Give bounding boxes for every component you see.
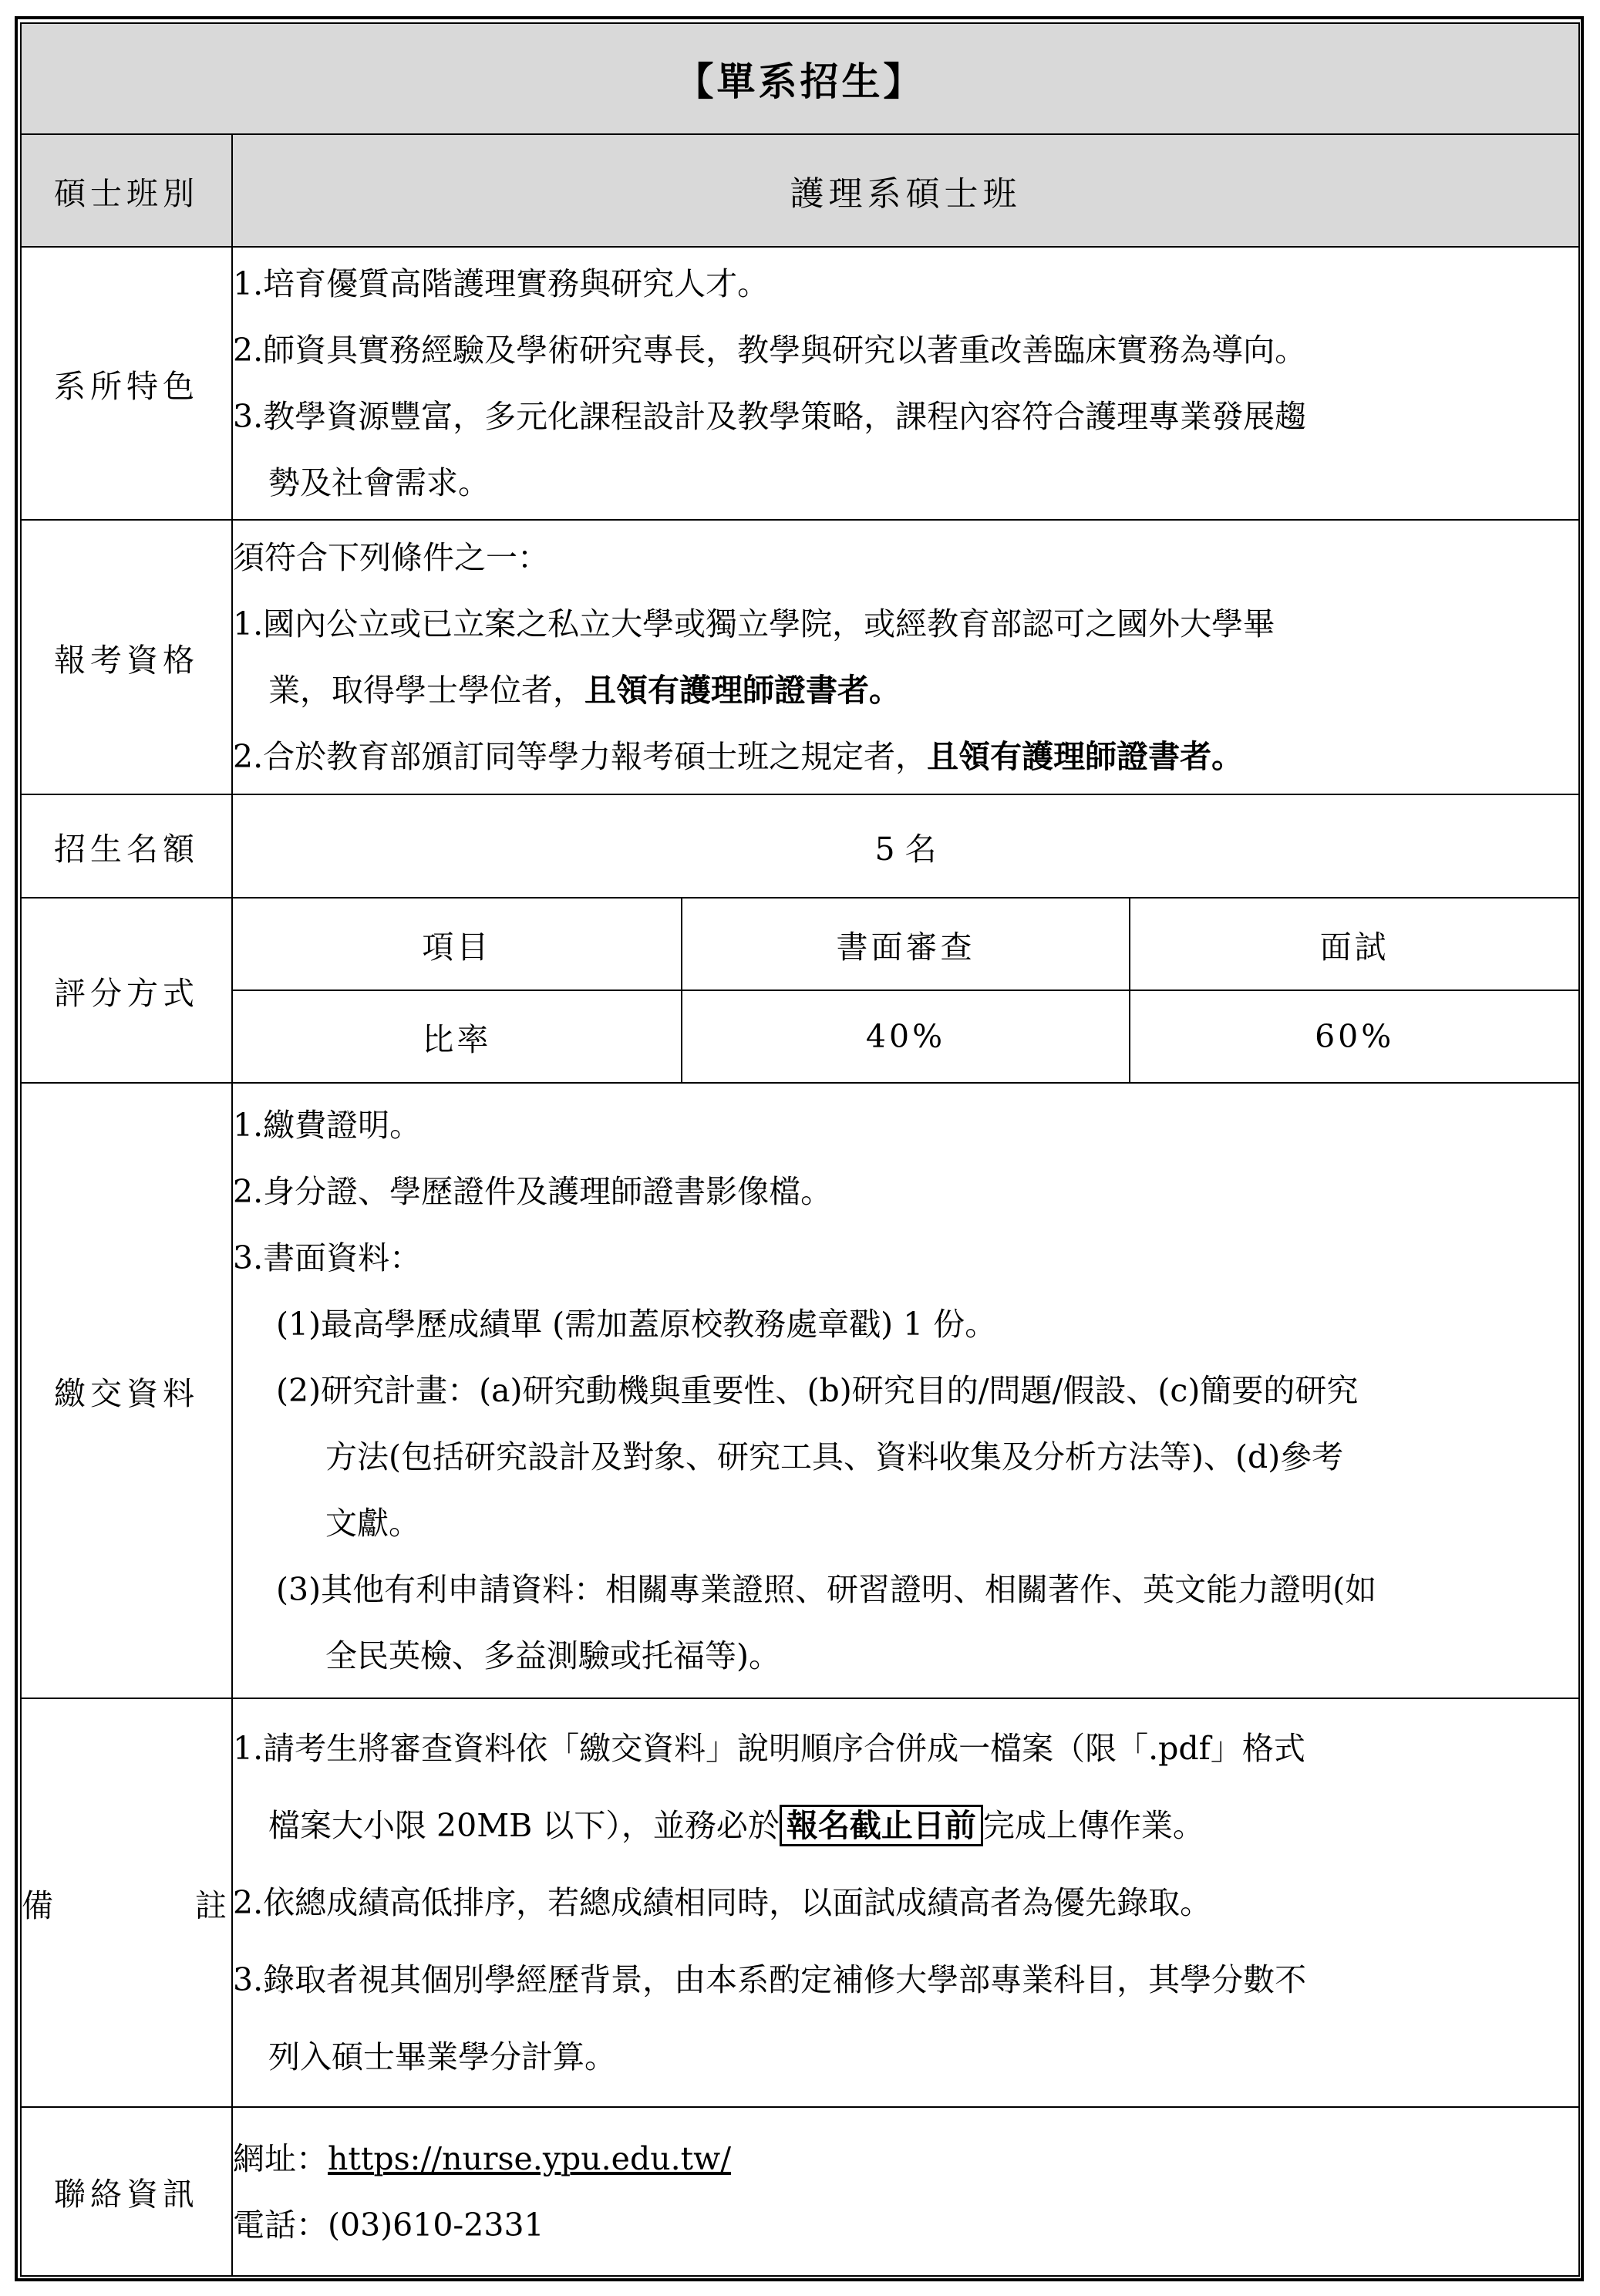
scoring-cell [232,898,1579,1083]
scoring-header: 面試 [1130,899,1578,990]
remarks-text: 檔案大小限 20MB 以下），並務必於 [268,1807,780,1844]
eligibility-content [232,520,1579,794]
documents-line: 2.身分證、學歷證件及護理師證書影像檔。 [233,1173,833,1210]
eligibility-label: 報考資格 [21,520,232,794]
features-content [232,247,1579,520]
documents-line: (3)其他有利申請資料：相關專業證照、研習證明、相關著作、英文能力證明(如 [276,1571,1377,1608]
features-line: 3.教學資源豐富，多元化課程設計及教學策略，課程內容符合護理專業發展趨 [233,398,1307,435]
program-name: 護理系碩士班 [232,134,1579,247]
contact-content [232,2107,1579,2276]
documents-content [232,1083,1579,1698]
remarks-content [232,1698,1579,2107]
contact-url-line [233,2126,1578,2192]
remarks-line: 列入碩士畢業學分計算。 [268,2038,616,2075]
remarks-line [233,1787,1578,1864]
program-label: 碩士班別 [21,134,232,247]
remarks-line: 1.請考生將審查資料依「繳交資料」說明順序合併成一檔案（限「.pdf」格式 [233,1730,1305,1767]
scoring-header: 書面審查 [682,899,1130,990]
phone-label: 電話： [233,2206,328,2244]
url-label: 網址： [233,2139,328,2177]
remarks-label [21,1698,232,2107]
page-title: 【單系招生】 [21,23,1579,134]
contact-phone-line [233,2192,1578,2258]
website-link[interactable]: https://nurse.ypu.edu.tw/ [328,2139,732,2177]
scoring-table [233,899,1578,1082]
contact-label: 聯絡資訊 [21,2107,232,2276]
remarks-label-left: 備 [22,1886,58,1924]
scoring-header: 項目 [233,899,682,990]
remarks-line: 2.依總成績高低排序，若總成績相同時，以面試成績高者為優先錄取。 [233,1884,1212,1921]
remarks-label-right: 註 [195,1886,231,1924]
documents-line: 1.繳費證明。 [233,1107,422,1144]
scoring-value: 比率 [233,990,682,1082]
scoring-value: 60% [1130,990,1578,1082]
scoring-value: 40% [682,990,1130,1082]
documents-line: (2)研究計畫：(a)研究動機與重要性、(b)研究目的/問題/假設、(c)簡要的研究 [276,1372,1359,1409]
eligibility-intro: 須符合下列條件之一： [233,539,549,576]
remarks-line: 3.錄取者視其個別學經歷背景，由本系酌定補修大學部專業科目，其學分數不 [233,1961,1307,1998]
eligibility-item2 [233,723,1578,790]
eligibility-text: 2.合於教育部頒訂同等學力報考碩士班之規定者， [233,738,928,775]
eligibility-emphasis: 且領有護理師證書者。 [927,738,1244,775]
documents-line: 3.書面資料： [233,1239,422,1276]
eligibility-item1-cont [233,657,1578,723]
documents-line: 文獻。 [325,1505,420,1542]
documents-line: 全民英檢、多益測驗或托福等)。 [325,1637,780,1674]
documents-label: 繳交資料 [21,1083,232,1698]
eligibility-emphasis: 且領有護理師證書者。 [584,672,901,709]
quota-value: 5 名 [232,794,1579,898]
documents-line: (1)最高學歷成績單 (需加蓋原校教務處章戳) 1 份。 [276,1306,997,1343]
eligibility-item1: 1.國內公立或已立案之私立大學或獨立學院，或經教育部認可之國外大學畢 [233,605,1275,642]
features-line: 勢及社會需求。 [268,464,490,501]
remarks-text: 完成上傳作業。 [982,1807,1204,1844]
features-line: 2.師資具實務經驗及學術研究專長，教學與研究以著重改善臨床實務為導向。 [233,332,1307,369]
phone-number: (03)610-2331 [328,2206,544,2244]
eligibility-text: 業，取得學士學位者， [268,672,584,709]
scoring-label: 評分方式 [21,898,232,1083]
deadline-box: 報名截止日前 [780,1805,983,1846]
documents-line: 方法(包括研究設計及對象、研究工具、資料收集及分析方法等)、(d)參考 [325,1438,1344,1475]
features-label: 系所特色 [21,247,232,520]
features-line: 1.培育優質高階護理實務與研究人才。 [233,265,770,302]
quota-label: 招生名額 [21,794,232,898]
admission-table [20,22,1580,2277]
